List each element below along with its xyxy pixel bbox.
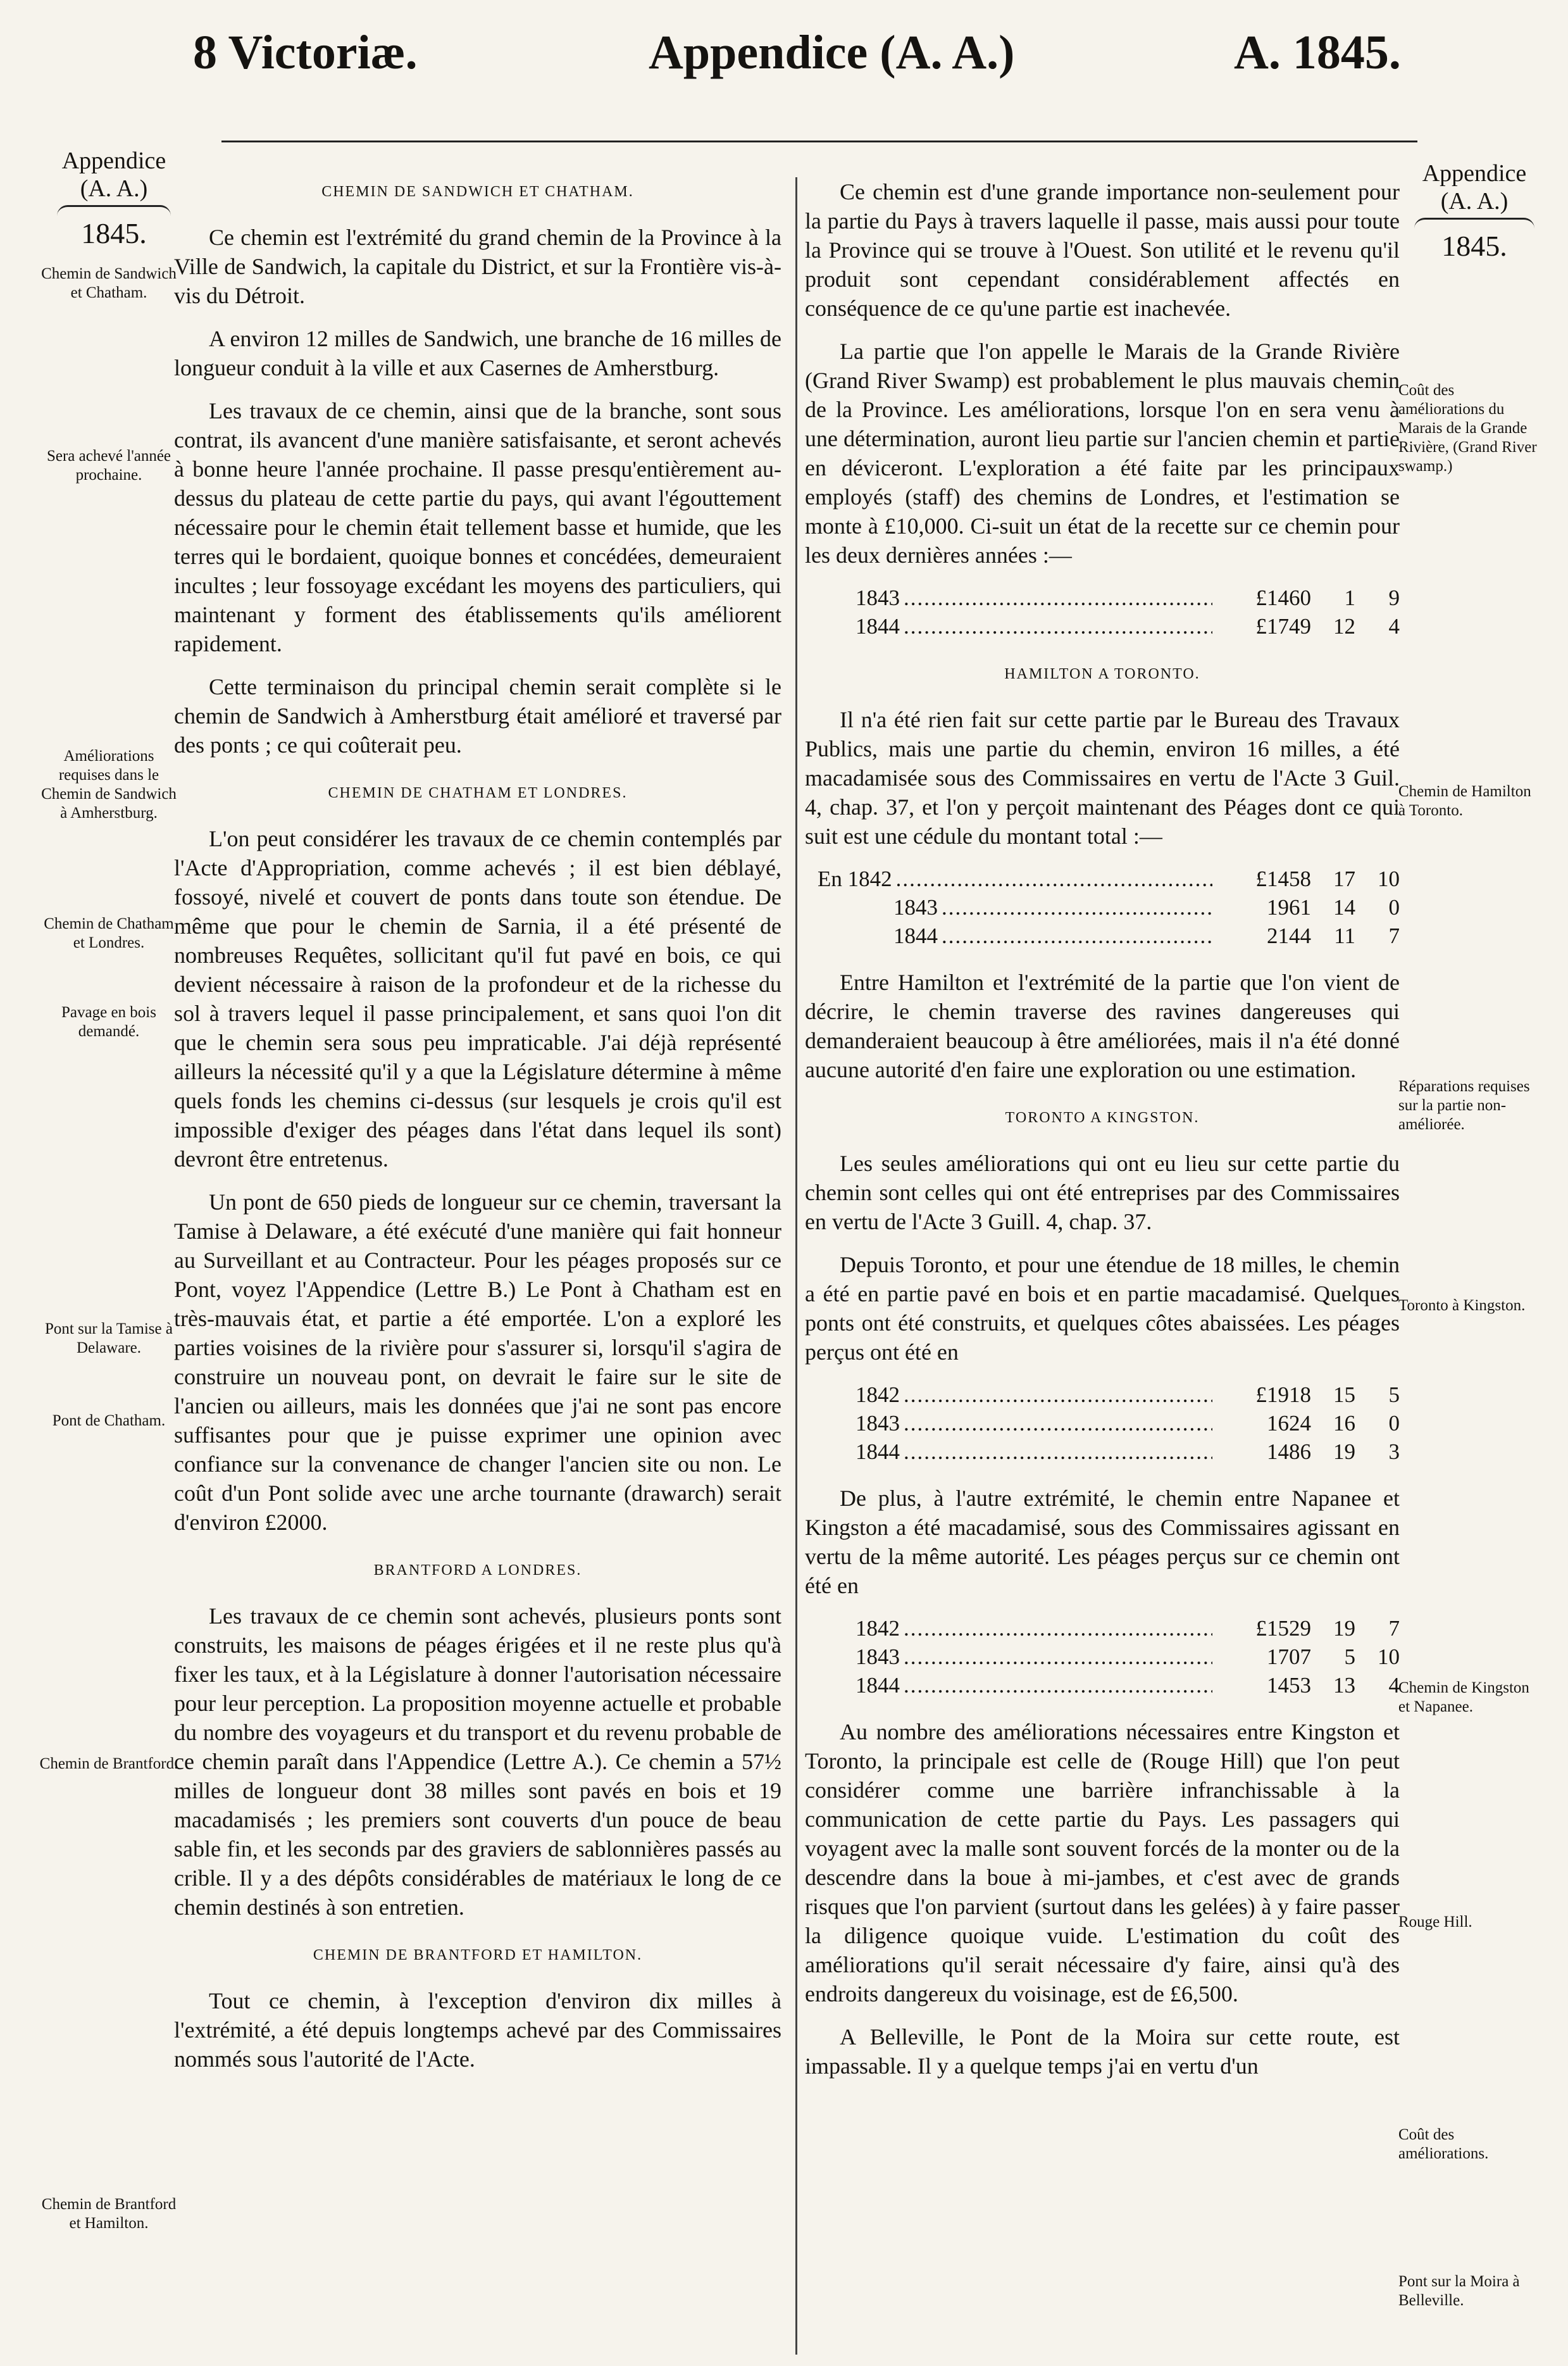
- table-shillings: 14: [1333, 895, 1355, 920]
- right-tag-year: 1845.: [1441, 230, 1507, 262]
- table-pounds: £1529: [1255, 1616, 1311, 1641]
- table-shillings: 17: [1333, 867, 1355, 891]
- table-row: [805, 1671, 1400, 1699]
- section-heading: CHEMIN DE BRANTFORD ET HAMILTON.: [313, 1947, 643, 1963]
- table-shillings: 13: [1333, 1673, 1355, 1698]
- paragraph: Les travaux de ce chemin, ainsi que de la branche, sont sous contrat, ils avancent d'une manière satisfaisante, et seront achevés à bonne heure l'année prochaine. Il passe presqu'entièrement au-dessus du plateau de cette partie du pays, qui avant l'égouttement nécessaire pour le chemin était tellement basse et humide, que les terres qui le bordaient, quoique bonnes et concédées, demeuraient incultes ; leur fossoyage excédant les moyens des particuliers, qui maintenant y forment des établissements qu'ils améliorent rapidement.: [174, 398, 781, 656]
- leader-dots: [904, 612, 1212, 641]
- paragraph: Ce chemin est l'extrémité du grand chemin de la Province à la Ville de Sandwich, la capitale du District, et sur la Frontière vis-à-vis du Détroit.: [174, 225, 781, 308]
- margin-note-brantford: Chemin de Brantford.: [39, 1755, 178, 1772]
- right-tag-line1: Appendice: [1422, 160, 1527, 187]
- table-pence: 5: [1388, 1382, 1400, 1407]
- table-pounds: £1918: [1255, 1382, 1311, 1407]
- table-row: [805, 893, 1400, 922]
- table-year: 1844: [856, 614, 900, 639]
- margin-note-pont-tamise: Pont sur la Tamise à Delaware.: [45, 1320, 173, 1356]
- left-tag-line1: Appendice: [61, 147, 166, 174]
- table-pounds: 1453: [1267, 1673, 1311, 1698]
- table-pence: 7: [1388, 1616, 1400, 1641]
- paragraph: Il n'a été rien fait sur cette partie par le Bureau des Travaux Publics, mais une partie du chemin, environ 16 milles, a été macadamisée sous des Commissaires en vertu de l'Acte 3 Guil. 4, chap. 37, et l'on y perçoit maintenant des Péages dont ce qui suit est une cédule du montant total :—: [805, 707, 1400, 849]
- margin-note-amherstburg: Améliorations requises dans le Chemin de Sandwich à Amherstburg.: [41, 748, 177, 822]
- right-appendix-tag: [1402, 160, 1547, 260]
- margin-note-cout-ameliorations: Coût des améliorations.: [1398, 2126, 1489, 2162]
- table-pence: 10: [1378, 867, 1400, 891]
- table-pounds: 1486: [1267, 1439, 1311, 1464]
- left-brace: [57, 205, 171, 216]
- table-pounds: £1749: [1255, 614, 1311, 639]
- paragraph: Au nombre des améliorations nécessaires entre Kingston et Toronto, la principale est celle de (Rouge Hill) que l'on peut considérer comme une barrière infranchissable à la communication de cette partie du Pays. Les passagers qui voyagent avec la malle sont souvent forcés de la monter ou de la descendre dans la boue à mi-jambes, et c'est avec de grands risques que l'on parvient (surtout dans les gelées) à y faire passer la diligence quoique vuide. L'estimation du coût des améliorations qu'il serait nécessaire d'y faire, ainsi qu'à des endroits dangereux du voisinage, est de £6,500.: [805, 1719, 1400, 2006]
- right-column: [805, 177, 1400, 2094]
- table-shillings: 1: [1344, 585, 1355, 610]
- table-row: [805, 584, 1400, 612]
- table-row: [805, 1380, 1400, 1409]
- table-pounds: 1624: [1267, 1411, 1311, 1436]
- paragraph: Les seules améliorations qui ont eu lieu sur cette partie du chemin sont celles qui ont été entreprises par des Commissaires en vertu de l'Acte 3 Guill. 4, chap. 37.: [805, 1151, 1400, 1234]
- table-year: 1844: [856, 1673, 900, 1698]
- left-column: [174, 177, 781, 2087]
- margin-note-brantford-hamilton: Chemin de Brantford et Hamilton.: [41, 2196, 177, 2232]
- table-pounds: 1707: [1267, 1644, 1311, 1669]
- table-year: 1843: [856, 585, 900, 610]
- section-heading: BRANTFORD A LONDRES.: [373, 1562, 582, 1579]
- left-appendix-tag: [44, 147, 184, 247]
- header-year: A. 1845.: [1234, 26, 1401, 79]
- table-row: [805, 1437, 1400, 1466]
- table-year: 1843: [856, 1644, 900, 1669]
- table-year: 1844: [856, 1439, 900, 1464]
- paragraph: De plus, à l'autre extrémité, le chemin entre Napanee et Kingston a été macadamisé, sous des Commissaires agissant en vertu de la même autorité. Les péages perçus sur ce chemin ont été en: [805, 1486, 1400, 1598]
- table-pence: 7: [1388, 923, 1400, 948]
- table-pounds: £1460: [1255, 585, 1311, 610]
- table-shillings: 19: [1333, 1616, 1355, 1641]
- table-row: [805, 865, 1400, 893]
- leader-dots: [896, 865, 1212, 893]
- leader-dots: [942, 922, 1212, 950]
- table-year: 1842: [856, 1616, 900, 1641]
- receipts-table-hamilton: [805, 865, 1400, 950]
- table-shillings: 11: [1334, 923, 1355, 948]
- table-pence: 4: [1388, 614, 1400, 639]
- margin-note-reparations: Réparations requises sur la partie non-améliorée.: [1398, 1078, 1530, 1133]
- leader-dots: [904, 1643, 1212, 1671]
- paragraph: A Belleville, le Pont de la Moira sur cette route, est impassable. Il y a quelque temps j'ai en vertu d'un: [805, 2024, 1400, 2079]
- header-rule: [221, 141, 1417, 142]
- paragraph: L'on peut considérer les travaux de ce chemin contemplés par l'Acte d'Appropriation, comme achevés ; il est bien déblayé, fossoyé, nivelé et couvert de ponts dans toute son étendue. De même que pour le chemin de Sarnia, il a été présenté de nombreuses Requêtes, sollicitant qu'il fut pavé en bois, ce qui devient nécessaire à raison de la profondeur et de la richesse du sol à travers lequel il passe principalement, et sans quoi l'on dit que le chemin sera sous peu impraticable. J'ai déjà représenté ailleurs la nécessité qu'il y a que la Législature détermine à même quels fonds les chemins ci-dessus (sur lesquels je crois qu'il est impossible d'exiger des péages dans l'état dans lequel ils sont) devront être entretenus.: [174, 826, 781, 1172]
- section-heading: CHEMIN DE CHATHAM ET LONDRES.: [328, 785, 628, 801]
- header-session: 8 Victoriæ.: [193, 26, 418, 79]
- header-title: Appendice (A. A.): [649, 26, 1015, 79]
- paragraph: Les travaux de ce chemin sont achevés, plusieurs ponts sont construits, les maisons de péages érigées et il ne reste plus qu'à fixer les taux, et à la Législature à donner l'autorisation nécessaire pour leur perception. La proposition moyenne actuelle et probable du nombre des voyageurs et du transport et du revenu probable de ce chemin paraît dans l'Appendice (Lettre A.). Ce chemin a 57½ milles de longueur dont 38 milles sont pavés en bois et 19 macadamisés ; les premiers sont couverts d'un pouce de beau sable fin, et les seconds par des graviers de sablonnières passés au crible. Il y a des dépôts considérables de matériaux le long de ce chemin destinés à son entretien.: [174, 1603, 781, 1920]
- right-brace: [1414, 218, 1534, 228]
- section-heading: CHEMIN DE SANDWICH ET CHATHAM.: [321, 184, 634, 200]
- margin-note-pont-moira: Pont sur la Moira à Belleville.: [1398, 2273, 1520, 2309]
- table-row: [805, 1643, 1400, 1671]
- margin-note-toronto-kingston: Toronto à Kingston.: [1398, 1297, 1526, 1314]
- paragraph: Un pont de 650 pieds de longueur sur ce chemin, traversant la Tamise à Delaware, a été exécuté d'une manière qui fait honneur au Surveillant et au Contracteur. Pour les péages proposés sur ce Pont, voyez l'Appendice (Lettre B.) Le Pont à Chatham est en très-mauvais état, et partie a été emportée. L'on a exploré les parties voisines de la rivière pour s'assurer si, lorsqu'il s'agira de construire un nouveau pont, on devrait le faire sur le site de l'ancien ou ailleurs, mais les données que j'ai ne sont pas encore suffisantes pour que je puisse exprimer une opinion avec confiance sur la convenance de changer l'ancien site ou non. Le coût d'un Pont solide avec une arche tournante (drawarch) serait d'environ £2000.: [174, 1189, 781, 1535]
- table-shillings: 16: [1333, 1411, 1355, 1436]
- table-shillings: 5: [1344, 1644, 1355, 1669]
- table-pence: 0: [1388, 1411, 1400, 1436]
- leader-dots: [904, 1409, 1212, 1437]
- table-pence: 4: [1388, 1673, 1400, 1698]
- table-row: [805, 922, 1400, 950]
- paragraph: Tout ce chemin, à l'exception d'environ dix milles à l'extrémité, a été depuis longtemps achevé par des Commissaires nommés sous l'autorité de l'Acte.: [174, 1988, 781, 2072]
- leader-dots: [904, 584, 1212, 612]
- table-year: En 1842: [818, 867, 892, 891]
- left-tag-year: 1845.: [81, 217, 147, 249]
- table-pounds: 2144: [1267, 923, 1311, 948]
- margin-note-pavage: Pavage en bois demandé.: [61, 1004, 156, 1040]
- paragraph: Entre Hamilton et l'extrémité de la partie que l'on vient de décrire, le chemin traverse des ravines dangereuses qui demanderaient beaucoup à être améliorées, mais il n'a été donné aucune autorité d'en faire une exploration ou une estimation.: [805, 970, 1400, 1082]
- margin-note-rouge-hill: Rouge Hill.: [1398, 1913, 1472, 1931]
- margin-note-kingston-napanee: Chemin de Kingston et Napanee.: [1398, 1679, 1529, 1715]
- table-shillings: 12: [1333, 614, 1355, 639]
- margin-note-grand-river: Coût des améliorations du Marais de la Grande Rivière, (Grand River swamp.): [1398, 382, 1537, 475]
- leader-dots: [904, 1380, 1212, 1409]
- leader-dots: [904, 1614, 1212, 1643]
- table-shillings: 15: [1333, 1382, 1355, 1407]
- margin-note-sandwich-chatham: Chemin de Sandwich et Chatham.: [41, 265, 177, 301]
- table-pounds: £1458: [1255, 867, 1311, 891]
- margin-note-achieve: Sera achevé l'année prochaine.: [46, 448, 171, 484]
- table-pence: 3: [1388, 1439, 1400, 1464]
- table-pence: 10: [1378, 1644, 1400, 1669]
- table-year: 1843: [856, 1411, 900, 1436]
- table-year: 1842: [856, 1382, 900, 1407]
- margin-note-hamilton-toronto: Chemin de Hamilton à Toronto.: [1398, 783, 1531, 819]
- paragraph: Depuis Toronto, et pour une étendue de 18 milles, le chemin a été en partie pavé en bois et en partie macadamisé. Quelques ponts ont été construits, et quelques côtes abaissées. Les péages perçus ont été en: [805, 1252, 1400, 1365]
- receipts-table-toronto: [805, 1380, 1400, 1466]
- table-row: [805, 612, 1400, 641]
- leader-dots: [904, 1671, 1212, 1699]
- table-pence: 0: [1388, 895, 1400, 920]
- table-pounds: 1961: [1267, 895, 1311, 920]
- column-divider: [795, 177, 797, 2355]
- margin-note-chatham-londres: Chemin de Chatham et Londres.: [44, 915, 174, 951]
- receipts-table-grand-river: [805, 584, 1400, 641]
- left-tag-line2: (A. A.): [80, 175, 148, 202]
- right-tag-line2: (A. A.): [1440, 188, 1509, 215]
- leader-dots: [942, 893, 1212, 922]
- receipts-table-napanee: [805, 1614, 1400, 1699]
- section-heading: TORONTO A KINGSTON.: [1005, 1110, 1200, 1126]
- table-year: 1844: [893, 923, 938, 948]
- margin-note-pont-chatham: Pont de Chatham.: [52, 1412, 166, 1429]
- paragraph: La partie que l'on appelle le Marais de la Grande Rivière (Grand River Swamp) est probablement le plus mauvais chemin de la Province. Les améliorations, lorsque l'on en sera venu à une détermination, auront lieu partie sur l'ancien chemin et partie en déviceront. L'exploration a été faite par les principaux employés (staff) des chemins de Londres, et l'estimation se monte à £10,000. Ci-suit un état de la recette sur ce chemin pour les deux dernières années :—: [805, 339, 1400, 568]
- paragraph: Ce chemin est d'une grande importance non-seulement pour la partie du Pays à travers laquelle il passe, mais aussi pour toute la Province qui se trouve à l'Ouest. Son utilité et le revenu qu'il produit sont cependant considérablement affectés en conséquence de ce qu'une partie est inachevée.: [805, 179, 1400, 321]
- table-row: [805, 1409, 1400, 1437]
- paragraph: Cette terminaison du principal chemin serait complète si le chemin de Sandwich à Amherstburg était amélioré et traversé par des ponts ; ce qui coûterait peu.: [174, 674, 781, 758]
- section-heading: HAMILTON A TORONTO.: [1004, 666, 1200, 682]
- paragraph: A environ 12 milles de Sandwich, une branche de 16 milles de longueur conduit à la ville et aux Casernes de Amherstburg.: [174, 326, 781, 380]
- leader-dots: [904, 1437, 1212, 1466]
- table-year: 1843: [893, 895, 938, 920]
- table-pence: 9: [1388, 585, 1400, 610]
- table-row: [805, 1614, 1400, 1643]
- table-shillings: 19: [1333, 1439, 1355, 1464]
